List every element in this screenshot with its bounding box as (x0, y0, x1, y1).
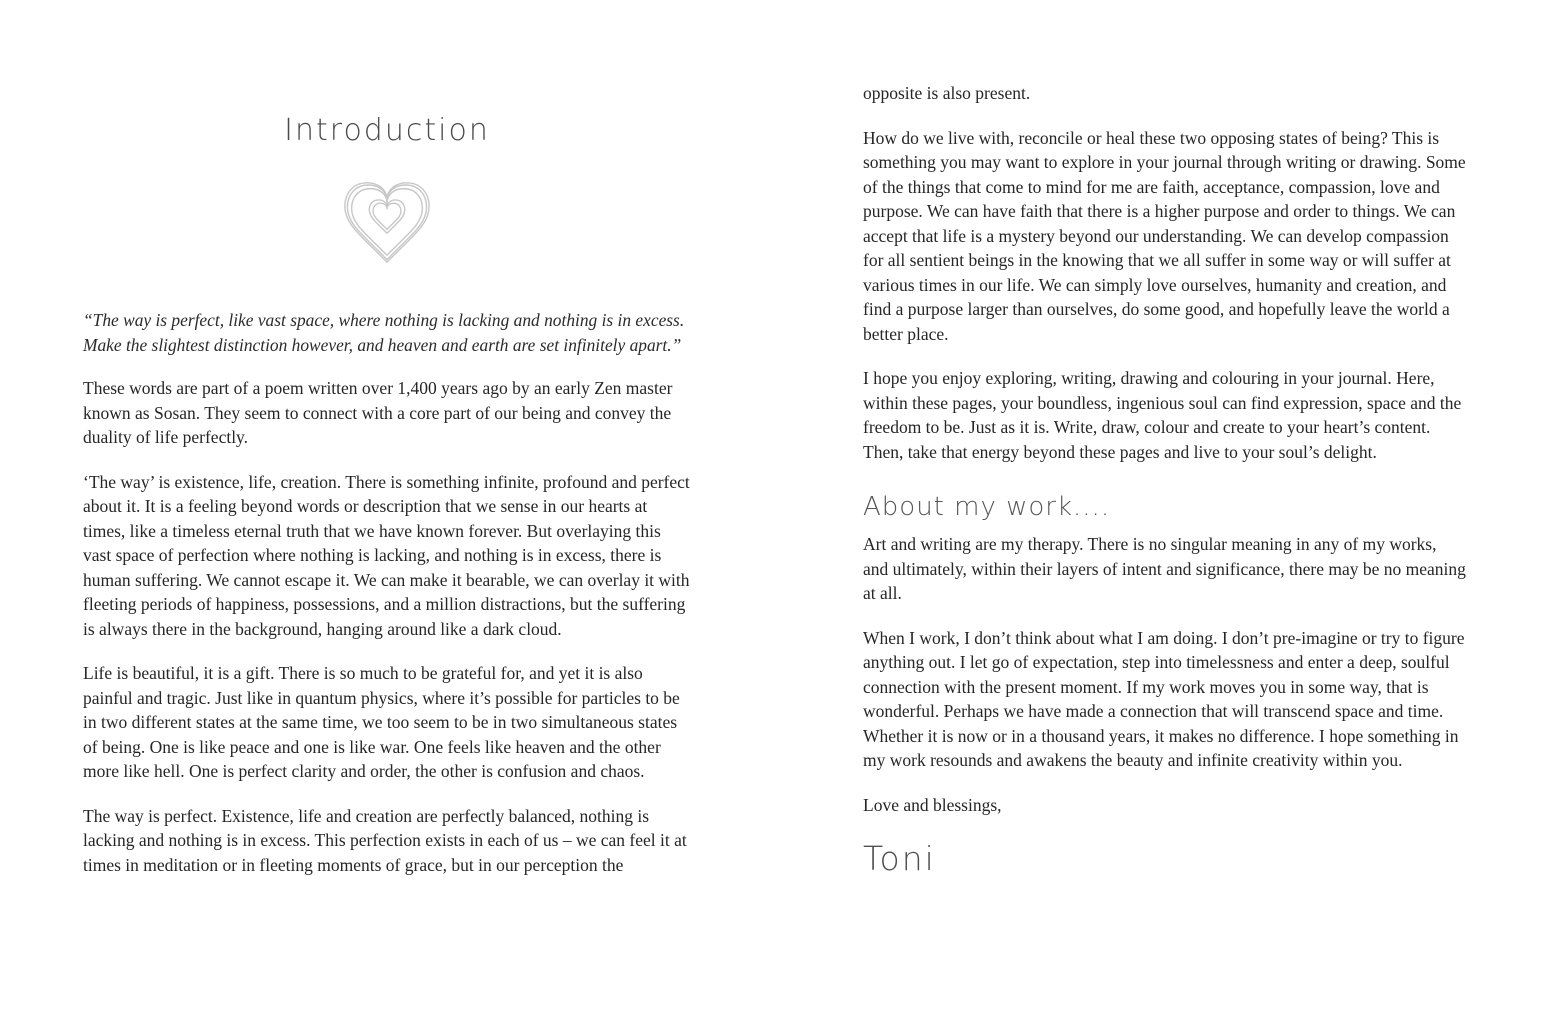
paragraph: Life is beautiful, it is a gift. There is so much to be grateful for, and yet it is also painful and tragic. Just like in quantum physics, where it’s possible for particles to be in two different states at the same time, we too seem to be in two simultaneous states of being. One is like peace and one is like war. One feels like heaven and the other more like hell. One is perfect clarity and order, the other is confusion and chaos. (83, 663, 680, 781)
paragraph: opposite is also present. (863, 83, 1031, 103)
heart-icon (327, 174, 447, 272)
closing-line: Love and blessings, (863, 794, 1002, 815)
paragraph: I hope you enjoy exploring, writing, drawing and colouring in your journal. Here, within these pages, your boundless, ingenious soul can find expression, space and the freedom to be. Just as it is. Write, draw, colour and create to your heart’s content. Then, take that energy beyond these pages and live to your soul’s delight. (863, 368, 1462, 462)
signature: Toni (863, 839, 936, 878)
right-page (863, 81, 1466, 878)
paragraph: How do we live with, reconcile or heal these two opposing states of being? This is something you may want to explore in your journal through writing or drawing. Some of the things that come to mind for me are faith, acceptance, compassion, love and purpose. We can have faith that there is a higher purpose and order to things. We can accept that life is a mystery beyond our understanding. We can develop compassion for all sentient beings in the knowing that we all suffer in some way or will suffer at various times in our life. We can simply love ourselves, humanity and creation, and find a purpose larger than ourselves, do some good, and hopefully leave the world a better place. (863, 127, 1466, 344)
paragraph: Art and writing are my therapy. There is no singular meaning in any of my works, and ultimately, within their layers of intent and significance, there may be no meaning at all. (863, 534, 1466, 603)
chapter-title: Introduction (284, 113, 490, 148)
paragraph: When I work, I don’t think about what I am doing. I don’t pre-imagine or try to figure anything out. I let go of expectation, step into timelessness and enter a deep, soulful connection with the present moment. If my work moves you in some way, that is wonderful. Perhaps we have made a connection that will transcend space and time. Whether it is now or in a thousand years, it makes no difference. I hope something in my work resounds and awakens the beauty and infinite creativity within you. (863, 627, 1465, 770)
quote-line: “The way is perfect, like vast space, where nothing is lacking and nothing is in excess. (83, 310, 685, 330)
paragraph: The way is perfect. Existence, life and creation are perfectly balanced, nothing is lacking and nothing is in excess. This perfection exists in each of us – we can feel it at times in meditation or in fleeting moments of grace, but in our perception the (83, 805, 687, 875)
section-heading-about-my-work: About my work.... (863, 492, 1111, 522)
zen-quote (83, 308, 691, 357)
left-page (83, 112, 691, 877)
paragraph: ‘The way’ is existence, life, creation. There is something infinite, profound and perfect about it. It is a feeling beyond words or description that we sense in our hearts at times, like a timeless eternal truth that we have known forever. But overlaying this vast space of perfection where nothing is lacking, and nothing is in excess, there is human suffering. We cannot escape it. We can make it bearable, we can overlay it with fleeting periods of happiness, possessions, and a million distractions, but the suffering is always there in the background, hanging around like a dark cloud. (83, 471, 690, 639)
quote-line: Make the slightest distinction however, and heaven and earth are set infinitely apart.” (83, 334, 682, 355)
paragraph: These words are part of a poem written over 1,400 years ago by an early Zen master known as Sosan. They seem to connect with a core part of our being and convey the duality of life perfectly. (83, 378, 673, 447)
